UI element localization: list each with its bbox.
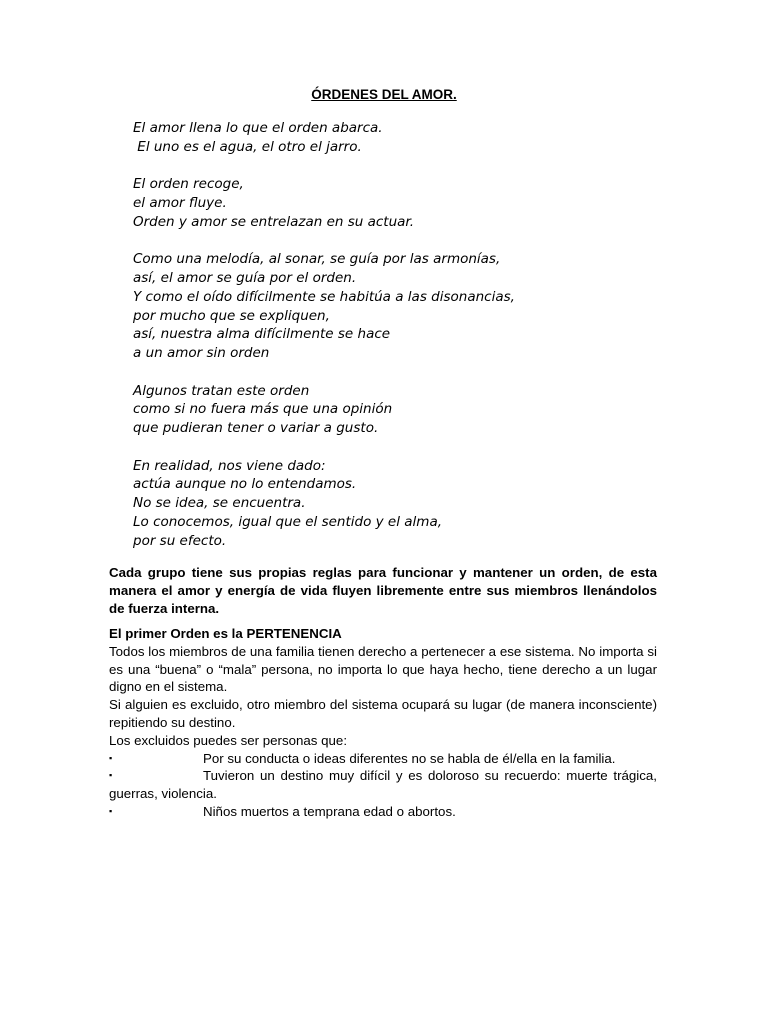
body-paragraph: Los excluidos puedes ser personas que:	[109, 732, 348, 748]
bullet-square-icon: ▪	[109, 752, 113, 763]
poem-line: actúa aunque no lo entendamos.	[133, 476, 357, 493]
poem-line: Orden y amor se entrelazan en su actuar.	[133, 213, 415, 230]
poem-line: así, nuestra alma difícilmente se hace	[133, 326, 391, 343]
poem-line: El uno es el agua, el otro el jarro.	[133, 138, 362, 155]
poem-stanza	[133, 250, 515, 363]
bullet-square-icon: ▪	[109, 805, 113, 816]
poem-line: Algunos tratan este orden	[133, 382, 310, 399]
intro-paragraph: Cada grupo tiene sus propias reglas para funcionar y mantener un orden, de esta manera el amor y energía de vida fluyen libremente entre sus miembros llenándolos de fuerza interna.	[109, 565, 657, 616]
poem-line: que pudieran tener o variar a gusto.	[133, 420, 379, 437]
poem-line: No se idea, se encuentra.	[133, 495, 306, 512]
poem-line: por mucho que se expliquen,	[133, 307, 330, 324]
list-item	[109, 767, 657, 803]
section-heading: El primer Orden es la PERTENENCIA	[109, 626, 342, 641]
body-paragraph: Todos los miembros de una familia tienen derecho a pertenecer a ese sistema. No importa si es una “buena” o “mala” persona, no importa lo que haya hecho, tiene derecho a un lugar digno en el sistema.	[109, 643, 657, 695]
poem-line: Lo conocemos, igual que el sentido y el alma,	[133, 513, 443, 530]
poem-line: El orden recoge,	[133, 176, 244, 193]
poem-line: como si no fuera más que una opinión	[133, 401, 393, 418]
document-title: ÓRDENES DEL AMOR.	[311, 87, 457, 102]
list-item	[109, 803, 657, 821]
list-item	[109, 750, 657, 768]
poem-line: a un amor sin orden	[133, 345, 270, 362]
poem-line: así, el amor se guía por el orden.	[133, 269, 357, 286]
list-item-text: Niños muertos a temprana edad o abortos.	[203, 803, 456, 819]
poem-line: por su efecto.	[133, 532, 227, 549]
poem-line: el amor fluye.	[133, 194, 227, 211]
poem-stanza	[133, 382, 515, 438]
poem-line: Como una melodía, al sonar, se guía por las armonías,	[133, 251, 501, 268]
list-item-text: Por su conducta o ideas diferentes no se habla de él/ella en la familia.	[203, 750, 616, 766]
poem-stanza	[133, 175, 515, 231]
poem-stanza	[133, 119, 515, 157]
poem-line: El amor llena lo que el orden abarca.	[133, 120, 383, 136]
poem-line: Y como el oído difícilmente se habitúa a las disonancias,	[133, 288, 515, 305]
body-paragraph: Si alguien es excluido, otro miembro del sistema ocupará su lugar (de manera inconsciente) repitiendo su destino.	[109, 697, 657, 730]
poem	[133, 119, 515, 569]
pertenencia-section	[109, 625, 657, 821]
list-item-text: Tuvieron un destino muy difícil y es doloroso su recuerdo: muerte trágica, guerras, violencia.	[109, 768, 657, 802]
poem-line: En realidad, nos viene dado:	[133, 457, 326, 474]
bullet-square-icon: ▪	[109, 770, 113, 781]
poem-stanza	[133, 457, 515, 551]
